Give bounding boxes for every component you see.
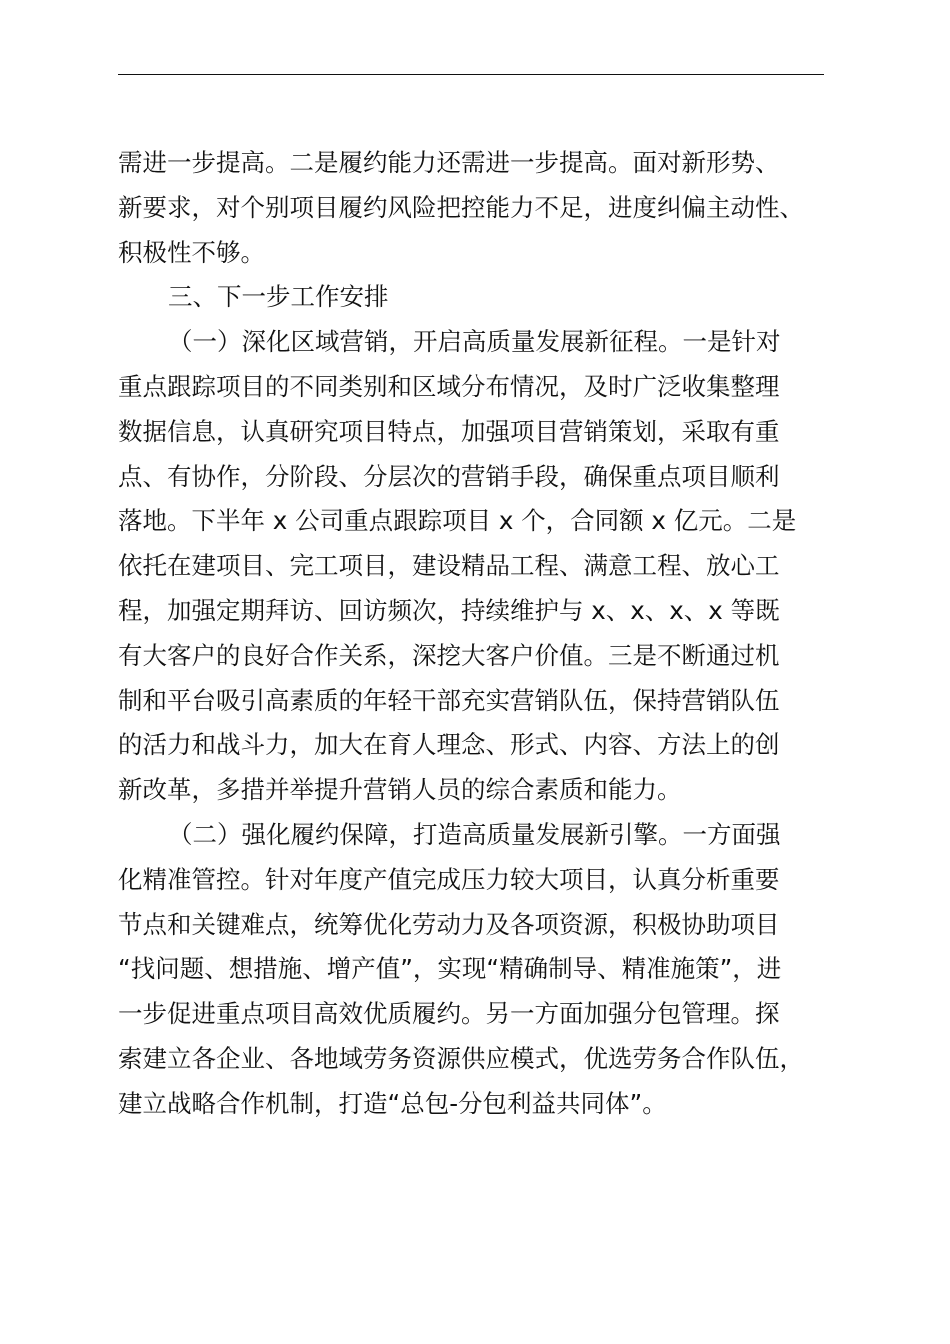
text-line: 落地。下半年 x 公司重点跟踪项目 x 个，合同额 x 亿元。二是 bbox=[118, 506, 797, 536]
text-line: 化精准管控。针对年度产值完成压力较大项目，认真分析重要 bbox=[118, 864, 780, 894]
text-line: （二）强化履约保障，打造高质量发展新引擎。一方面强 bbox=[168, 819, 781, 849]
text-line: 建立战略合作机制，打造“总包-分包利益共同体”。 bbox=[118, 1088, 667, 1118]
text-line: 制和平台吸引高素质的年轻干部充实营销队伍，保持营销队伍 bbox=[118, 685, 780, 715]
text-line: 需进一步提高。二是履约能力还需进一步提高。面对新形势、 bbox=[118, 148, 780, 177]
paragraph-performance-guarantee bbox=[118, 813, 830, 1127]
section-heading-text: 三、下一步工作安排 bbox=[168, 282, 389, 312]
text-line: 新改革，多措并举提升营销人员的综合素质和能力。 bbox=[118, 775, 682, 805]
text-line: “找问题、想措施、增产值”，实现“精确制导、精准施策”，进 bbox=[118, 954, 782, 984]
document-body bbox=[118, 141, 830, 1127]
text-line: 重点跟踪项目的不同类别和区域分布情况，及时广泛收集整理 bbox=[118, 371, 780, 401]
section-heading bbox=[118, 275, 830, 320]
text-line: 数据信息，认真研究项目特点，加强项目营销策划，采取有重 bbox=[118, 416, 780, 446]
text-line: 程，加强定期拜访、回访频次，持续维护与 x、x、x、x 等既 bbox=[118, 595, 780, 625]
paragraph-issues bbox=[118, 141, 830, 275]
text-line: 依托在建项目、完工项目，建设精品工程、满意工程、放心工 bbox=[118, 551, 780, 581]
text-line: 的活力和战斗力，加大在育人理念、形式、内容、方法上的创 bbox=[118, 730, 780, 760]
text-line: 积极性不够。 bbox=[118, 237, 265, 267]
text-line: 一步促进重点项目高效优质履约。另一方面加强分包管理。探 bbox=[118, 999, 780, 1029]
text-line: 索建立各企业、各地域劳务资源供应模式，优选劳务合作队伍， bbox=[118, 1043, 804, 1073]
header-rule bbox=[118, 74, 824, 75]
text-line: 有大客户的良好合作关系，深挖大客户价值。三是不断通过机 bbox=[118, 640, 780, 670]
text-line: 节点和关键难点，统筹优化劳动力及各项资源，积极协助项目 bbox=[118, 909, 780, 939]
paragraph-regional-marketing bbox=[118, 320, 830, 813]
text-line: 新要求，对个别项目履约风险把控能力不足，进度纠偏主动性、 bbox=[118, 192, 804, 222]
text-line: （一）深化区域营销，开启高质量发展新征程。一是针对 bbox=[168, 327, 781, 357]
text-line: 点、有协作，分阶段、分层次的营销手段，确保重点项目顺利 bbox=[118, 461, 780, 491]
